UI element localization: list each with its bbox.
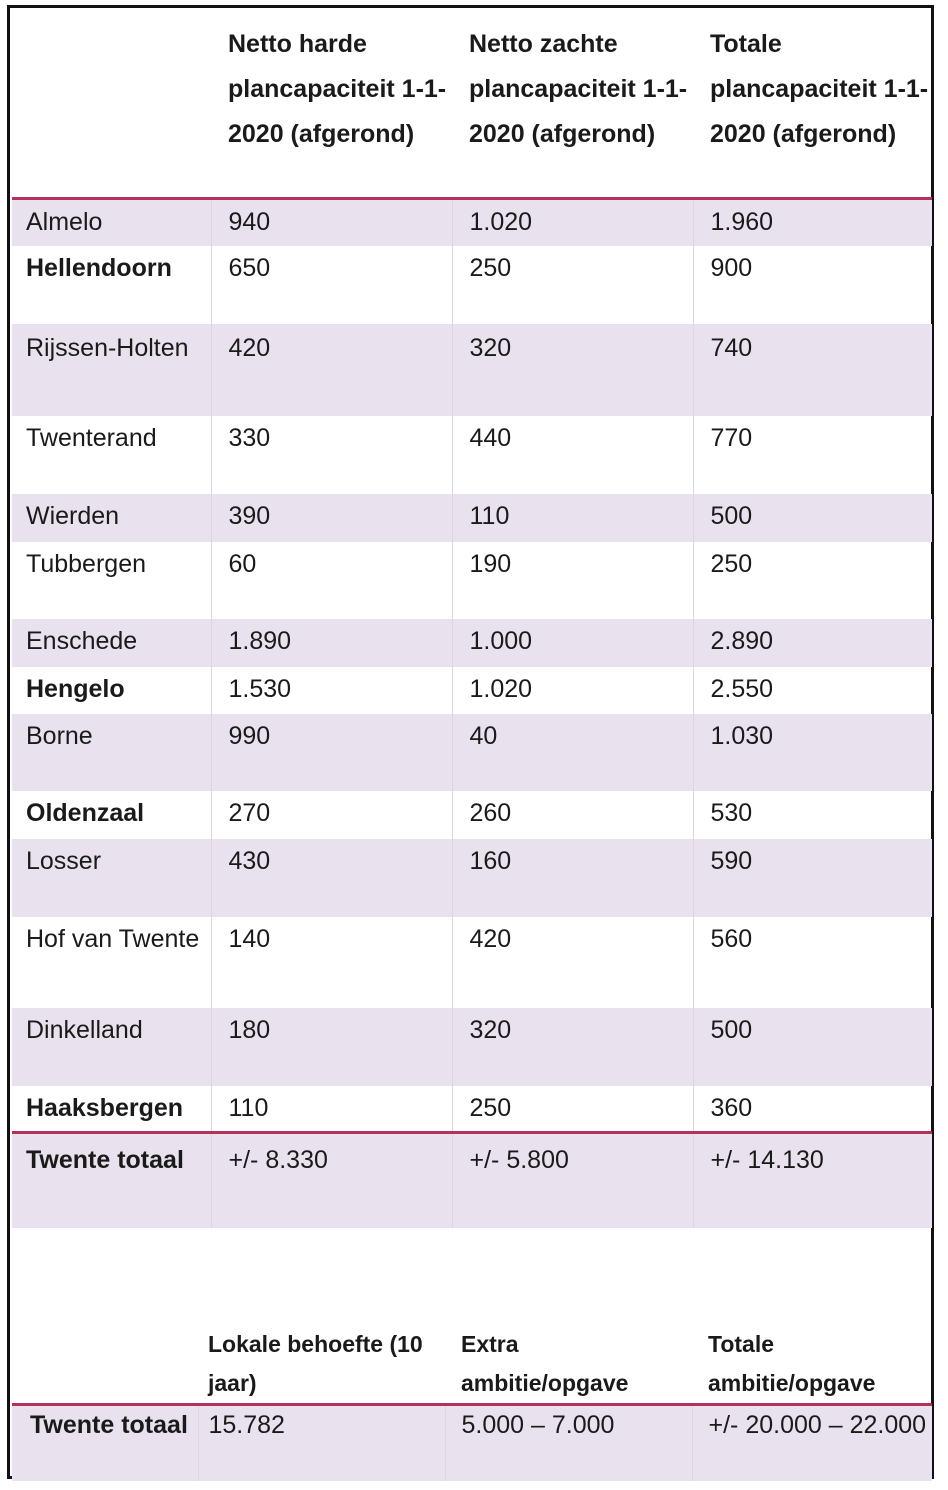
totaal-value: 590	[693, 839, 932, 917]
header-totale-ambitie: Totale ambitie/opgave	[692, 1325, 932, 1405]
gemeente-name: Haaksbergen	[26, 1094, 184, 1122]
gemeente-name: Tubbergen	[26, 550, 146, 578]
totaal-value: 560	[693, 917, 932, 1008]
table-row	[12, 542, 932, 619]
total-label: Twente totaal	[12, 1133, 211, 1228]
harde-value: 110	[211, 1086, 452, 1133]
plancapaciteit-table	[12, 22, 932, 1228]
lokale-behoefte-value: 15.782	[198, 1405, 445, 1481]
totaal-value: 770	[693, 416, 932, 494]
zachte-value: 1.020	[452, 667, 693, 714]
harde-value: 180	[211, 1008, 452, 1086]
zachte-value: 420	[452, 917, 693, 1008]
harde-value: 1.530	[211, 667, 452, 714]
extra-ambitie-value: 5.000 – 7.000	[445, 1405, 692, 1481]
gemeente-name: Hengelo	[26, 675, 125, 703]
gemeente-name: Hellendoorn	[26, 254, 172, 282]
header-extra-ambitie: Extra ambitie/opgave	[445, 1325, 692, 1405]
table-row	[12, 619, 932, 667]
harde-value: 390	[211, 494, 452, 542]
table-row	[12, 839, 932, 917]
total-row	[12, 1133, 932, 1228]
table-row	[12, 1008, 932, 1086]
table-row	[12, 494, 932, 542]
gemeente-name: Dinkelland	[12, 1008, 211, 1086]
ambitie-table	[12, 1325, 932, 1481]
zachte-value: 110	[452, 494, 693, 542]
ambitie-header-empty	[12, 1325, 198, 1405]
header-gemeente	[12, 22, 211, 198]
harde-value: 1.890	[211, 619, 452, 667]
zachte-value: 440	[452, 416, 693, 494]
gemeente-name: Borne	[12, 714, 211, 791]
table-row	[12, 246, 932, 324]
zachte-value: 250	[452, 246, 693, 324]
totaal-value: 900	[693, 246, 932, 324]
totaal-value: 1.960	[693, 198, 932, 246]
ambitie-header-row	[12, 1325, 932, 1405]
totaal-value: 360	[693, 1086, 932, 1133]
totaal-value: 530	[693, 791, 932, 839]
gemeente-name: Losser	[12, 839, 211, 917]
totaal-value: 1.030	[693, 714, 932, 791]
harde-value: 940	[211, 198, 452, 246]
gemeente-name: Rijssen-Holten	[12, 324, 211, 416]
zachte-value: 190	[452, 542, 693, 619]
header-netto-zachte: Netto zachte plancapaciteit 1-1-2020 (afgerond)	[452, 22, 693, 198]
totaal-value: 2.890	[693, 619, 932, 667]
zachte-value: 320	[452, 1008, 693, 1086]
harde-value: 990	[211, 714, 452, 791]
ambitie-total-label: Twente totaal	[12, 1405, 198, 1481]
total-totaal-value: +/- 14.130	[693, 1133, 932, 1228]
total-harde-value: +/- 8.330	[211, 1133, 452, 1228]
gemeente-name: Oldenzaal	[26, 799, 145, 827]
harde-value: 270	[211, 791, 452, 839]
harde-value: 60	[211, 542, 452, 619]
table-row	[12, 917, 932, 1008]
zachte-value: 320	[452, 324, 693, 416]
harde-value: 330	[211, 416, 452, 494]
table-row	[12, 198, 932, 246]
zachte-value: 250	[452, 1086, 693, 1133]
harde-value: 140	[211, 917, 452, 1008]
gemeente-name: Wierden	[12, 494, 211, 542]
gemeente-name: Hof van Twente	[26, 925, 200, 953]
zachte-value: 1.000	[452, 619, 693, 667]
totaal-value: 500	[693, 1008, 932, 1086]
gemeente-name: Almelo	[12, 198, 211, 246]
zachte-value: 260	[452, 791, 693, 839]
header-lokale-behoefte: Lokale behoefte (10 jaar)	[198, 1325, 445, 1405]
table-row	[12, 416, 932, 494]
table-row	[12, 1086, 932, 1133]
header-totale: Totale plancapaciteit 1-1-2020 (afgerond)	[693, 22, 932, 198]
totaal-value: 740	[693, 324, 932, 416]
totaal-value: 250	[693, 542, 932, 619]
zachte-value: 160	[452, 839, 693, 917]
harde-value: 420	[211, 324, 452, 416]
total-zachte-value: +/- 5.800	[452, 1133, 693, 1228]
table-row	[12, 791, 932, 839]
harde-value: 430	[211, 839, 452, 917]
table-row	[12, 667, 932, 714]
gemeente-name: Enschede	[12, 619, 211, 667]
table-row	[12, 714, 932, 791]
zachte-value: 1.020	[452, 198, 693, 246]
ambitie-total-row	[12, 1405, 932, 1481]
harde-value: 650	[211, 246, 452, 324]
table-header-row	[12, 22, 932, 198]
totaal-value: 500	[693, 494, 932, 542]
totaal-value: 2.550	[693, 667, 932, 714]
gemeente-name: Twenterand	[26, 424, 157, 452]
zachte-value: 40	[452, 714, 693, 791]
header-netto-harde: Netto harde plancapaciteit 1-1-2020 (afgerond)	[211, 22, 452, 198]
totale-ambitie-value: +/- 20.000 – 22.000	[692, 1405, 932, 1481]
table-row	[12, 324, 932, 416]
